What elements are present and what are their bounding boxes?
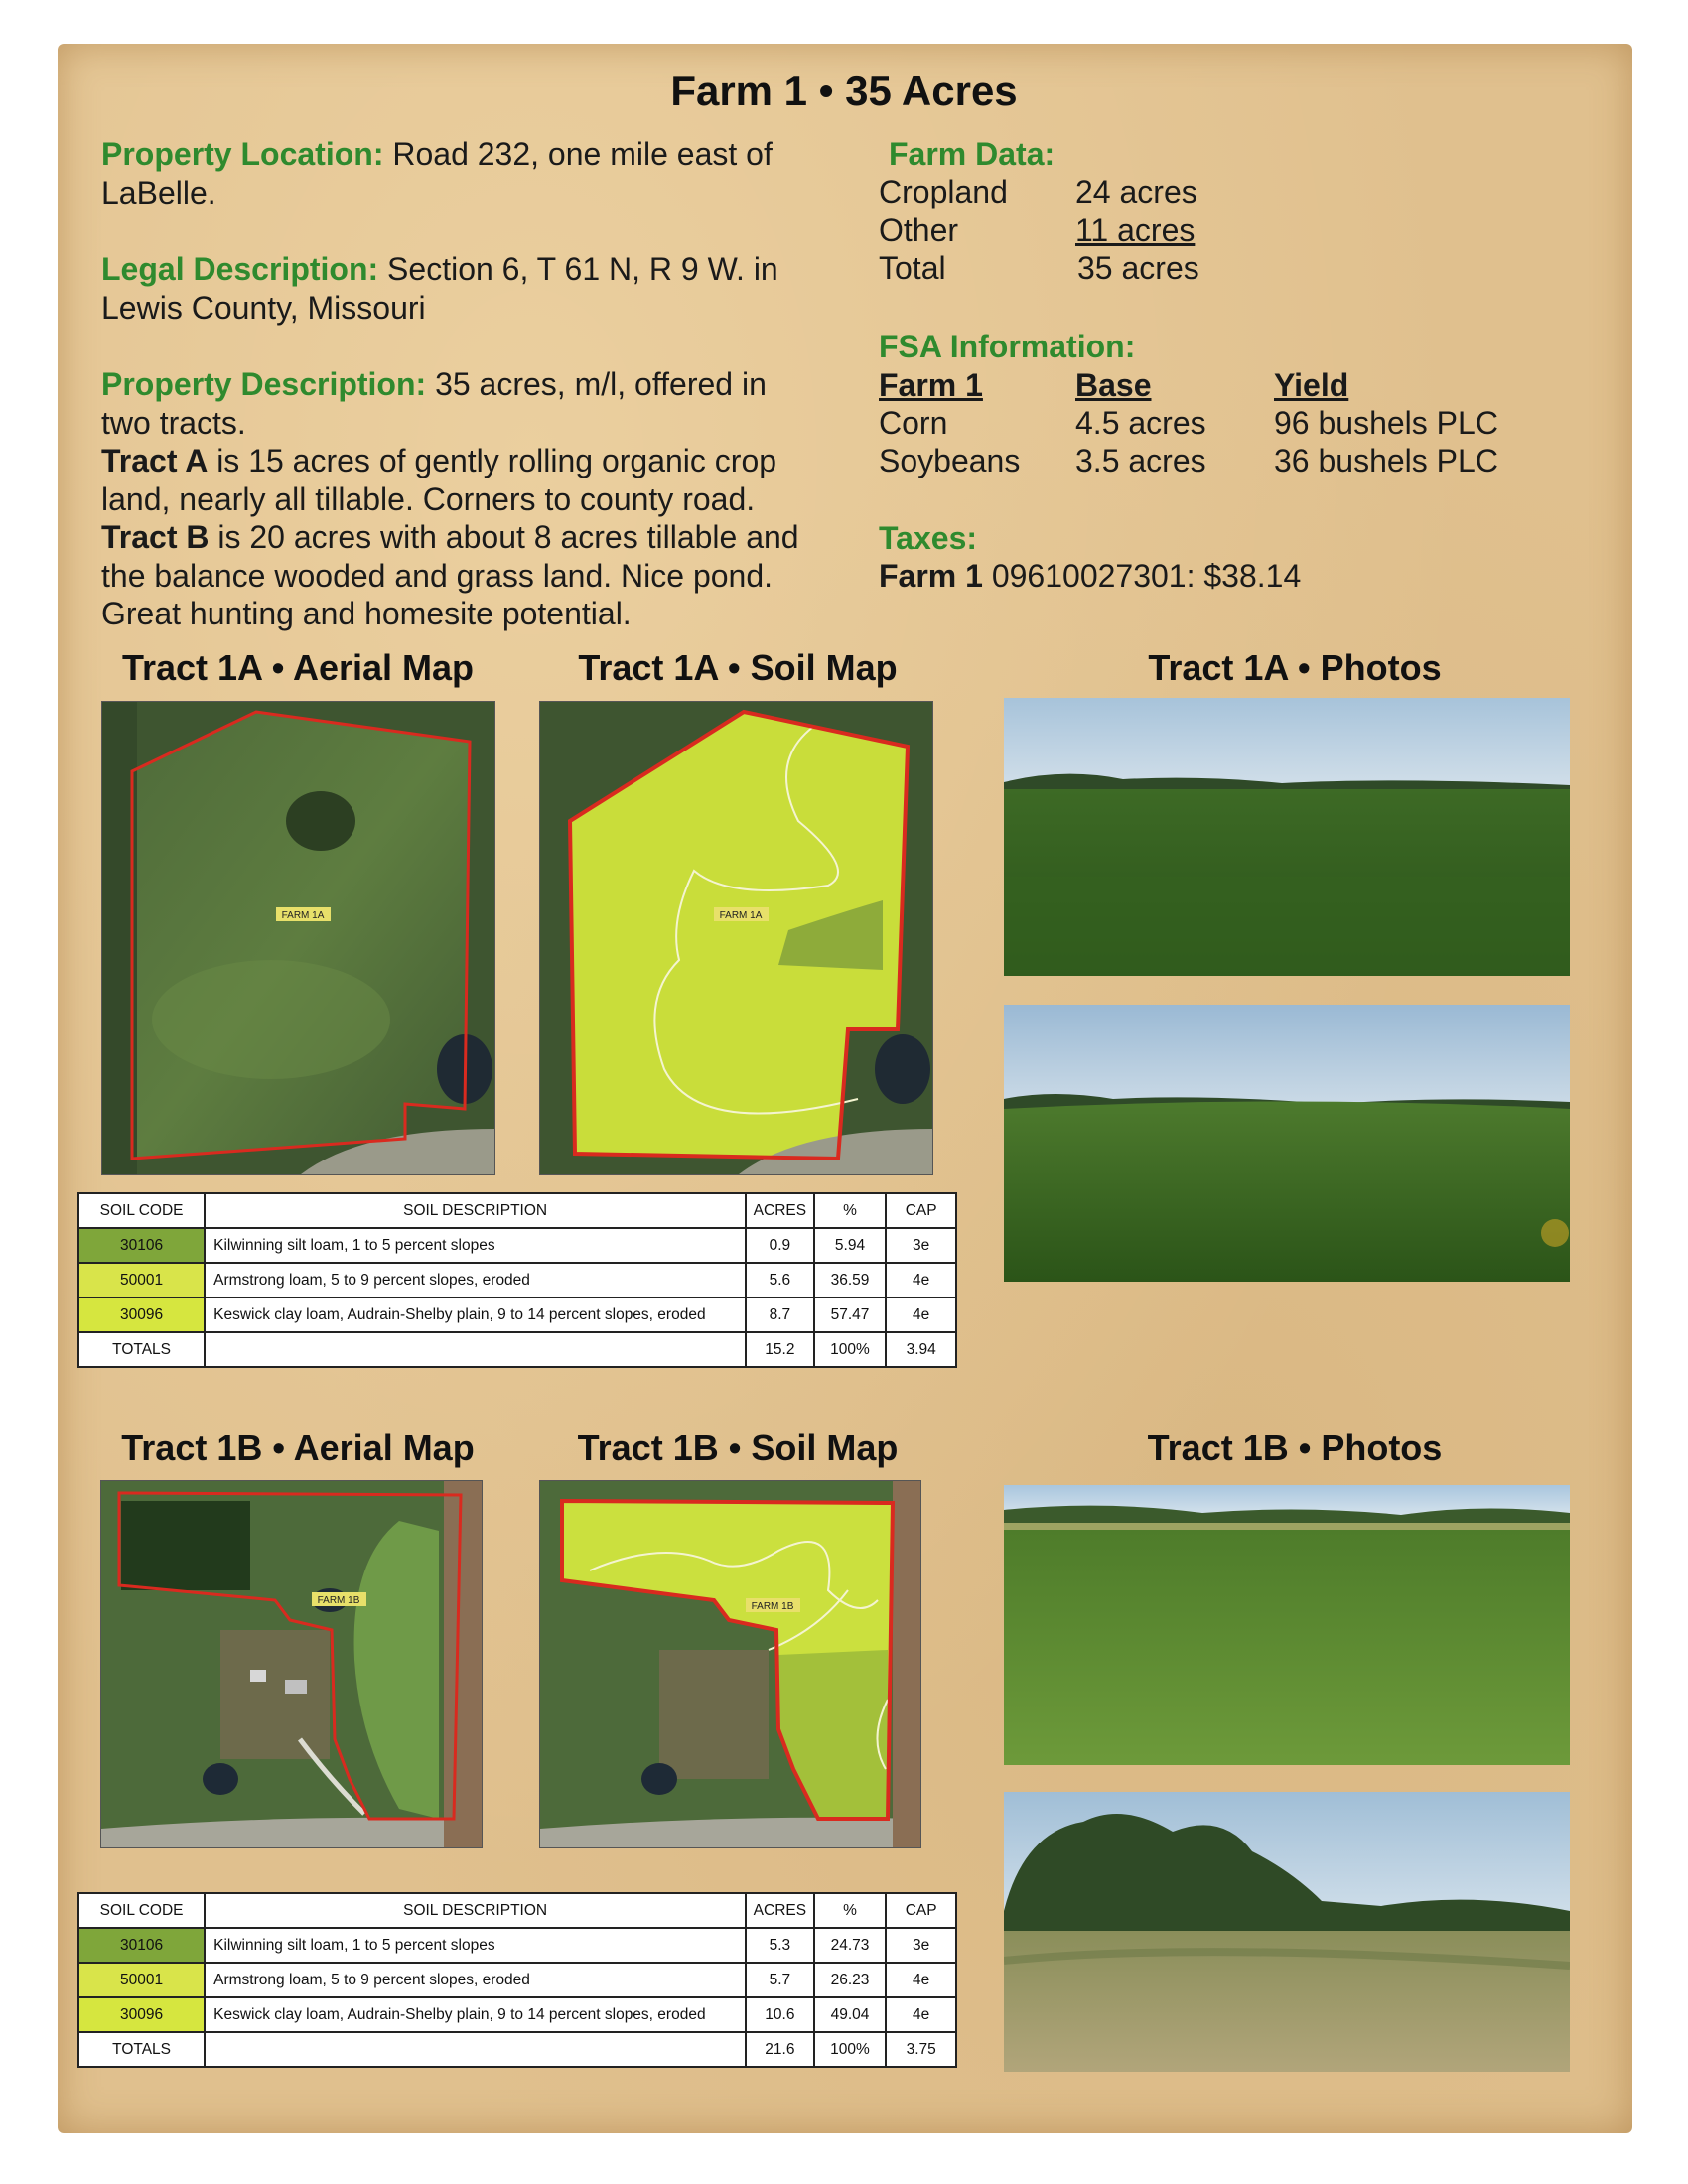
fsa-corn-crop: Corn — [879, 405, 948, 441]
fsa-corn-base: 4.5 acres — [1075, 405, 1206, 441]
soil-cap: 4e — [886, 1997, 956, 2032]
tract-1a-aerial-map — [101, 701, 495, 1175]
soil-acres: 5.7 — [746, 1963, 814, 1997]
tract-1a-soil-table — [77, 1192, 957, 1368]
soil-percent: 24.73 — [814, 1928, 887, 1963]
tract-b-text-2: the balance wooded and grass land. Nice pond. — [101, 557, 774, 594]
property-description — [101, 365, 876, 633]
header-soil-description: SOIL DESCRIPTION — [205, 1193, 746, 1228]
totals-cap: 3.94 — [886, 1332, 956, 1367]
tract-1a-photo-1 — [1004, 698, 1570, 976]
soil-percent: 26.23 — [814, 1963, 887, 1997]
tract-1b-photo-2 — [1004, 1792, 1570, 2072]
farm-data-total-value: 35 acres — [1077, 250, 1199, 286]
table-row — [78, 1963, 956, 1997]
table-totals-row — [78, 1332, 956, 1367]
soil-code: 30096 — [78, 1997, 205, 2032]
table-totals-row — [78, 2032, 956, 2067]
tract-a-label: Tract A — [101, 443, 209, 478]
tract-1b-photos-heading: Tract 1B • Photos — [1147, 1428, 1443, 1468]
soil-code: 50001 — [78, 1263, 205, 1297]
legal-description-label: Legal Description: — [101, 251, 379, 287]
taxes-farm: Farm 1 — [879, 558, 983, 594]
header-percent: % — [814, 1193, 887, 1228]
totals-blank — [205, 2032, 746, 2067]
header-acres: ACRES — [746, 1193, 814, 1228]
soil-cap: 3e — [886, 1228, 956, 1263]
totals-label: TOTALS — [78, 1332, 205, 1367]
soil-code: 50001 — [78, 1963, 205, 1997]
table-row — [78, 1263, 956, 1297]
totals-acres: 15.2 — [746, 1332, 814, 1367]
legal-description-text: Section 6, T 61 N, R 9 W. in — [378, 251, 778, 287]
taxes-line — [879, 557, 1301, 596]
soil-code: 30096 — [78, 1297, 205, 1332]
soil-description: Kilwinning silt loam, 1 to 5 percent slopes — [205, 1228, 746, 1263]
taxes-label: Taxes: — [879, 520, 978, 556]
header-cap: CAP — [886, 1893, 956, 1928]
farm-data-cropland-value: 24 acres — [1075, 174, 1197, 209]
tract-1a-aerial-heading: Tract 1A • Aerial Map — [121, 647, 475, 688]
property-description-text: 35 acres, m/l, offered in — [426, 366, 767, 402]
header-cap: CAP — [886, 1193, 956, 1228]
header-soil-code: SOIL CODE — [78, 1893, 205, 1928]
table-row — [78, 1228, 956, 1263]
farm-data-other-value: 11 acres — [1075, 212, 1196, 248]
soil-percent: 36.59 — [814, 1263, 887, 1297]
fsa-soybeans-yield: 36 bushels PLC — [1274, 443, 1498, 478]
soil-description: Keswick clay loam, Audrain-Shelby plain, 9 to 14 percent slopes, eroded — [205, 1297, 746, 1332]
property-location-label: Property Location: — [101, 136, 384, 172]
soil-description: Keswick clay loam, Audrain-Shelby plain, 9 to 14 percent slopes, eroded — [205, 1997, 746, 2032]
legal-description-text-2: Lewis County, Missouri — [101, 289, 426, 326]
tract-1a-soil-map — [539, 701, 933, 1175]
tract-1a-photo-2 — [1004, 1005, 1570, 1282]
fsa-corn-yield: 96 bushels PLC — [1274, 405, 1498, 441]
table-header-row — [78, 1193, 956, 1228]
taxes-parcel: 09610027301: $38.14 — [982, 558, 1302, 594]
farm-data-total-name: Total — [879, 250, 946, 286]
property-location-text: Road 232, one mile east of — [383, 136, 773, 172]
tract-1b-soil-map-label: FARM 1B — [751, 1601, 794, 1612]
property-description-label: Property Description: — [101, 366, 427, 402]
tract-1a-soil-map-label: FARM 1A — [719, 910, 763, 921]
fsa-header-base: Base — [1075, 367, 1152, 403]
farm-data-label: Farm Data: — [889, 136, 1055, 172]
tract-1b-aerial-heading: Tract 1B • Aerial Map — [121, 1428, 475, 1468]
totals-cap: 3.75 — [886, 2032, 956, 2067]
tract-b-text: is 20 acres with about 8 acres tillable and — [209, 519, 799, 555]
farm-data-other-name: Other — [879, 212, 959, 248]
totals-blank — [205, 1332, 746, 1367]
fsa-soybeans-base: 3.5 acres — [1075, 443, 1206, 478]
soil-percent: 5.94 — [814, 1228, 887, 1263]
tract-b-text-3: Great hunting and homesite potential. — [101, 596, 632, 631]
tract-1b-soil-map — [539, 1480, 921, 1848]
soil-description: Armstrong loam, 5 to 9 percent slopes, eroded — [205, 1963, 746, 1997]
soil-cap: 4e — [886, 1263, 956, 1297]
tract-1b-soil-table — [77, 1892, 957, 2068]
totals-percent: 100% — [814, 1332, 887, 1367]
tract-1a-photos-heading: Tract 1A • Photos — [1148, 647, 1442, 688]
tract-b-label: Tract B — [101, 519, 210, 555]
fsa-soybeans-crop: Soybeans — [879, 443, 1021, 478]
soil-description: Armstrong loam, 5 to 9 percent slopes, eroded — [205, 1263, 746, 1297]
tract-1a-aerial-map-label: FARM 1A — [281, 910, 325, 921]
soil-cap: 4e — [886, 1963, 956, 1997]
table-row — [78, 1997, 956, 2032]
legal-description — [101, 250, 856, 327]
soil-acres: 0.9 — [746, 1228, 814, 1263]
tract-1b-photo-1 — [1004, 1485, 1570, 1765]
soil-code: 30106 — [78, 1928, 205, 1963]
tract-a-text-2: land, nearly all tillable. Corners to county road. — [101, 480, 756, 517]
soil-acres: 5.6 — [746, 1263, 814, 1297]
soil-acres: 10.6 — [746, 1997, 814, 2032]
header-soil-code: SOIL CODE — [78, 1193, 205, 1228]
tract-1b-soil-heading: Tract 1B • Soil Map — [577, 1428, 899, 1468]
table-row — [78, 1297, 956, 1332]
page-title: Farm 1 • 35 Acres — [670, 68, 1018, 114]
tract-1b-aerial-map — [100, 1480, 483, 1848]
header-acres: ACRES — [746, 1893, 814, 1928]
property-location-text-2: LaBelle. — [101, 174, 216, 210]
totals-label: TOTALS — [78, 2032, 205, 2067]
property-location — [101, 135, 856, 211]
soil-percent: 57.47 — [814, 1297, 887, 1332]
totals-percent: 100% — [814, 2032, 887, 2067]
tract-1a-soil-heading: Tract 1A • Soil Map — [578, 647, 898, 688]
property-description-text-2: two tracts. — [101, 404, 246, 441]
table-header-row — [78, 1893, 956, 1928]
fsa-header-yield: Yield — [1274, 367, 1349, 403]
soil-acres: 5.3 — [746, 1928, 814, 1963]
tract-1b-aerial-map-label: FARM 1B — [317, 1595, 360, 1606]
soil-acres: 8.7 — [746, 1297, 814, 1332]
header-percent: % — [814, 1893, 887, 1928]
fsa-header-farm: Farm 1 — [879, 367, 983, 403]
soil-cap: 3e — [886, 1928, 956, 1963]
soil-cap: 4e — [886, 1297, 956, 1332]
header-soil-description: SOIL DESCRIPTION — [205, 1893, 746, 1928]
farm-data-cropland-name: Cropland — [879, 174, 1008, 209]
table-row — [78, 1928, 956, 1963]
tract-a-text: is 15 acres of gently rolling organic crop — [208, 443, 777, 478]
soil-code: 30106 — [78, 1228, 205, 1263]
soil-description: Kilwinning silt loam, 1 to 5 percent slopes — [205, 1928, 746, 1963]
fsa-label: FSA Information: — [879, 329, 1136, 364]
totals-acres: 21.6 — [746, 2032, 814, 2067]
soil-percent: 49.04 — [814, 1997, 887, 2032]
